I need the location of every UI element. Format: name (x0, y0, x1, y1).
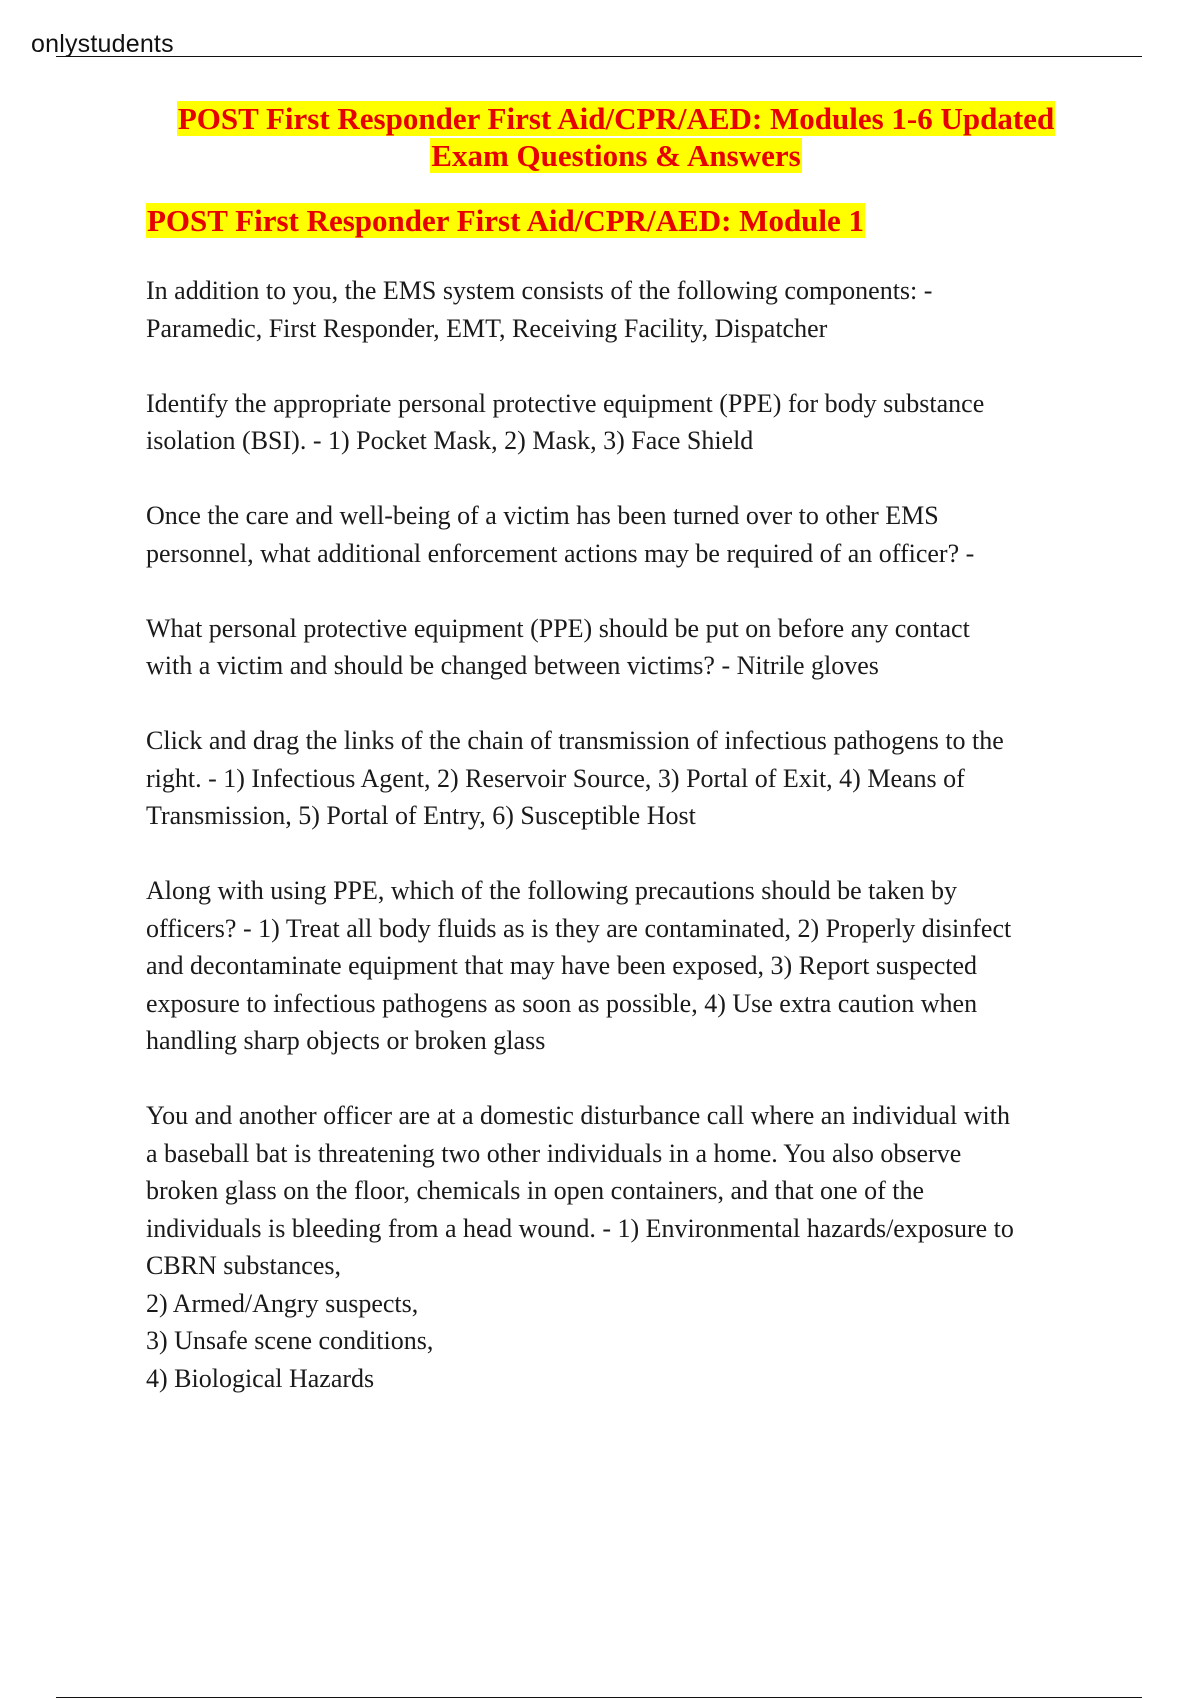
qa-line: with a victim and should be changed between victims? - Nitrile gloves (146, 651, 879, 680)
qa-line: Paramedic, First Responder, EMT, Receiving Facility, Dispatcher (146, 313, 828, 343)
qa-line: Along with using PPE, which of the following precautions should be taken by (146, 876, 957, 905)
document-title-line-1: POST First Responder First Aid/CPR/AED: Modules 1-6 Updated (177, 101, 1055, 136)
qa-line: 3) Unsafe scene conditions, (146, 1326, 434, 1355)
qa-line: What personal protective equipment (PPE) should be put on before any contact (146, 613, 970, 643)
qa-item (146, 872, 1096, 1060)
brand-watermark: onlystudents (31, 30, 174, 58)
qa-line: personnel, what additional enforcement actions may be required of an officer? - (146, 538, 975, 568)
qa-line: broken glass on the floor, chemicals in open containers, and that one of the (146, 1176, 925, 1205)
qa-line: and decontaminate equipment that may have been exposed, 3) Report suspected (146, 951, 977, 980)
qa-line: officers? - 1) Treat all body fluids as is they are contaminated, 2) Properly disinfect (146, 913, 1012, 943)
header-divider (56, 56, 1142, 57)
qa-item (146, 272, 1096, 347)
qa-line: isolation (BSI). - 1) Pocket Mask, 2) Mask, 3) Face Shield (146, 426, 754, 455)
qa-line: Identify the appropriate personal protective equipment (PPE) for body substance (146, 388, 985, 418)
qa-line: In addition to you, the EMS system consists of the following components: - (146, 276, 933, 305)
qa-item (146, 497, 1096, 572)
qa-line: You and another officer are at a domestic disturbance call where an individual with (146, 1101, 1010, 1130)
qa-item (146, 1097, 1096, 1397)
qa-line: 4) Biological Hazards (146, 1363, 375, 1393)
module-heading-text: POST First Responder First Aid/CPR/AED: Module 1 (147, 203, 865, 238)
qa-item (146, 385, 1096, 460)
qa-line: individuals is bleeding from a head wound. - 1) Environmental hazards/exposure to (146, 1213, 1014, 1243)
qa-line: a baseball bat is threatening two other individuals in a home. You also observe (146, 1138, 962, 1168)
qa-line: 2) Armed/Angry suspects, (146, 1288, 419, 1318)
qa-line: Click and drag the links of the chain of transmission of infectious pathogens to the (146, 726, 1004, 755)
qa-line: exposure to infectious pathogens as soon as possible, 4) Use extra caution when (146, 988, 978, 1018)
qa-line: CBRN substances, (146, 1251, 341, 1280)
module-heading (146, 202, 865, 239)
document-title-line-2: Exam Questions & Answers (431, 138, 801, 173)
qa-line: handling sharp objects or broken glass (146, 1026, 546, 1055)
qa-line: right. - 1) Infectious Agent, 2) Reservoir Source, 3) Portal of Exit, 4) Means of (146, 763, 965, 793)
document-title (146, 100, 1086, 174)
qa-item (146, 722, 1096, 835)
qa-item (146, 610, 1096, 685)
qa-list (146, 272, 1096, 1435)
qa-line: Once the care and well-being of a victim has been turned over to other EMS (146, 501, 939, 530)
qa-line: Transmission, 5) Portal of Entry, 6) Susceptible Host (146, 801, 696, 830)
footer-divider (56, 1697, 1142, 1698)
